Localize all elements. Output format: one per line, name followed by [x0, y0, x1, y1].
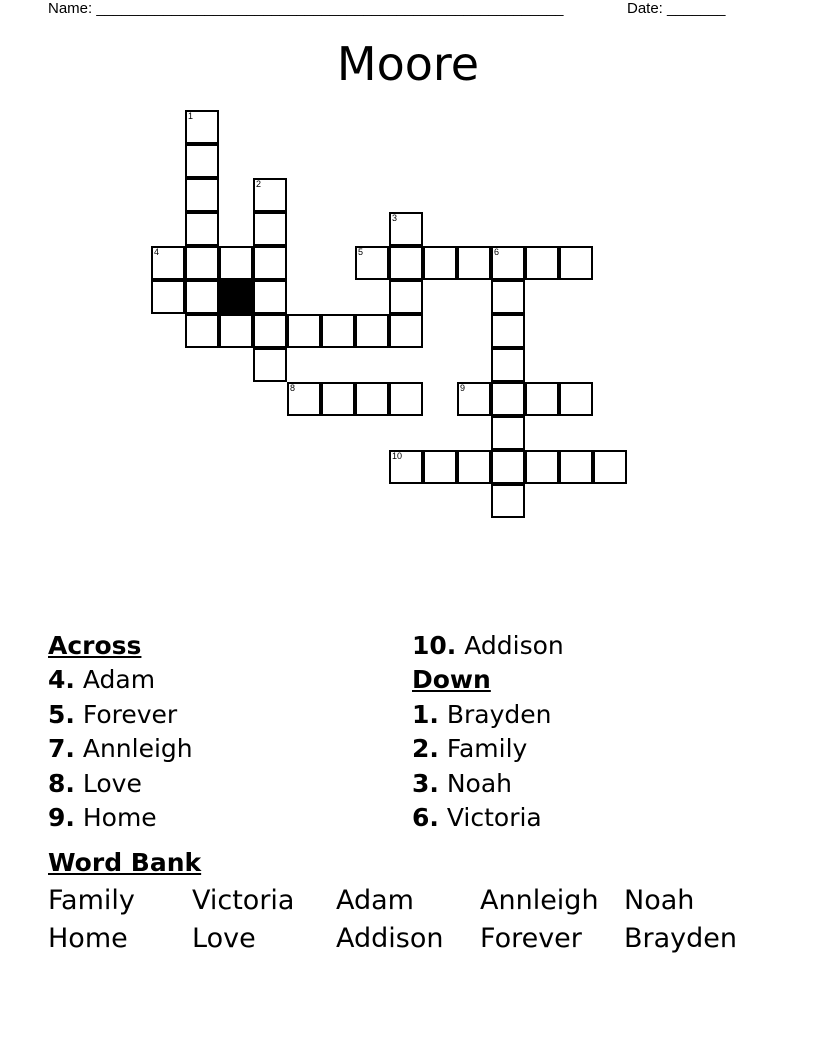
crossword-cell[interactable] [253, 280, 287, 314]
crossword-cell[interactable] [253, 246, 287, 280]
down-clues [412, 629, 564, 835]
word-bank-heading: Word Bank [48, 848, 202, 877]
across-heading: Across [48, 631, 142, 660]
crossword-cell[interactable] [491, 382, 525, 416]
clue-number: 2. [412, 734, 439, 764]
crossword-cell[interactable] [185, 110, 219, 144]
crossword-cell[interactable] [491, 280, 525, 314]
crossword-cell[interactable] [559, 246, 593, 280]
crossword-cell[interactable] [559, 450, 593, 484]
crossword-cell[interactable] [457, 246, 491, 280]
crossword-cell[interactable] [185, 314, 219, 348]
word-bank-item: Love [192, 923, 256, 954]
word-bank-item: Adam [336, 885, 414, 916]
across-clues [48, 629, 193, 835]
clue-number: 10. [412, 631, 457, 660]
crossword-cell[interactable] [389, 382, 423, 416]
clue-down-1 [412, 698, 564, 732]
clue-number-label: 4 [154, 247, 160, 257]
clue-text: Victoria [446, 803, 542, 833]
crossword-cell[interactable] [185, 246, 219, 280]
word-bank-item: Noah [624, 885, 695, 916]
crossword-cell[interactable] [389, 314, 423, 348]
crossword-cell[interactable] [491, 416, 525, 450]
clue-text: Brayden [446, 699, 552, 729]
clue-text: Family [446, 734, 528, 764]
clue-number: 5. [48, 699, 75, 729]
clue-number-label: 3 [392, 213, 398, 223]
crossword-cell[interactable] [491, 450, 525, 484]
clue-text: Forever [82, 699, 178, 729]
clue-number: 9. [48, 803, 75, 833]
clue-number: 4. [48, 665, 75, 695]
crossword-cell[interactable] [423, 246, 457, 280]
crossword-cell[interactable] [525, 246, 559, 280]
clue-number-label: 10 [392, 451, 403, 461]
crossword-cell[interactable] [355, 314, 389, 348]
crossword-cell[interactable] [389, 212, 423, 246]
clue-text: Annleigh [82, 734, 193, 764]
down-heading: Down [412, 665, 491, 695]
clue-number-label: 8 [290, 383, 296, 393]
clue-number: 6. [412, 803, 439, 833]
clue-number: 1. [412, 699, 439, 729]
crossword-cell[interactable] [525, 382, 559, 416]
clue-text: Adam [82, 665, 156, 695]
crossword-cell[interactable] [389, 246, 423, 280]
date-field-line[interactable]: Date: _______ [627, 0, 726, 17]
crossword-cell[interactable] [491, 314, 525, 348]
clue-down-6 [412, 801, 564, 835]
crossword-cell[interactable] [219, 246, 253, 280]
crossword-cell[interactable] [389, 280, 423, 314]
clue-across-9 [48, 801, 193, 835]
crossword-cell[interactable] [525, 450, 559, 484]
clue-number: 8. [48, 768, 75, 798]
crossword-cell[interactable] [253, 212, 287, 246]
word-bank-item: Brayden [624, 923, 738, 954]
crossword-cell[interactable] [185, 178, 219, 212]
clue-text: Home [82, 803, 157, 833]
crossword-cell[interactable] [253, 178, 287, 212]
clue-number: 3. [412, 768, 439, 798]
crossword-cell[interactable] [253, 348, 287, 382]
clue-across-4 [48, 663, 193, 697]
crossword-cell[interactable] [593, 450, 627, 484]
word-bank-item: Family [48, 885, 135, 916]
crossword-cell[interactable] [457, 450, 491, 484]
crossword-cell[interactable] [185, 280, 219, 314]
clue-text: Addison [464, 631, 564, 660]
crossword-black-cell [219, 280, 253, 314]
clue-number: 7. [48, 734, 75, 764]
crossword-cell[interactable] [287, 314, 321, 348]
crossword-cell[interactable] [219, 314, 253, 348]
clue-number-label: 2 [256, 179, 262, 189]
clue-down-2 [412, 732, 564, 766]
page-title: Moore [336, 37, 480, 91]
word-bank-item: Annleigh [480, 885, 599, 916]
clue-text: Noah [446, 768, 513, 798]
crossword-cell[interactable] [151, 246, 185, 280]
word-bank-item: Forever [480, 923, 582, 954]
crossword-cell[interactable] [423, 450, 457, 484]
clue-across-5 [48, 698, 193, 732]
crossword-cell[interactable] [151, 280, 185, 314]
word-bank-item: Addison [336, 923, 444, 954]
crossword-cell[interactable] [559, 382, 593, 416]
word-bank-item: Home [48, 923, 128, 954]
crossword-cell[interactable] [287, 382, 321, 416]
crossword-cell[interactable] [491, 246, 525, 280]
crossword-cell[interactable] [321, 382, 355, 416]
crossword-cell[interactable] [389, 450, 423, 484]
clue-down-3 [412, 767, 564, 801]
crossword-cell[interactable] [491, 484, 525, 518]
crossword-cell[interactable] [185, 212, 219, 246]
crossword-cell[interactable] [457, 382, 491, 416]
crossword-cell[interactable] [253, 314, 287, 348]
clue-number-label: 5 [358, 247, 364, 257]
crossword-cell[interactable] [321, 314, 355, 348]
clue-number-label: 1 [188, 111, 194, 121]
clue-number-label: 6 [494, 247, 500, 257]
name-field-line[interactable]: Name: ________________________________________________________ [48, 0, 564, 17]
clue-across-8 [48, 767, 193, 801]
clue-text: Love [82, 768, 142, 798]
crossword-cell[interactable] [355, 382, 389, 416]
crossword-cell[interactable] [185, 144, 219, 178]
clue-across-10 [412, 629, 564, 663]
clue-number-label: 9 [460, 383, 466, 393]
clue-across-7 [48, 732, 193, 766]
word-bank-item: Victoria [192, 885, 295, 916]
crossword-cell[interactable] [491, 348, 525, 382]
crossword-cell[interactable] [355, 246, 389, 280]
